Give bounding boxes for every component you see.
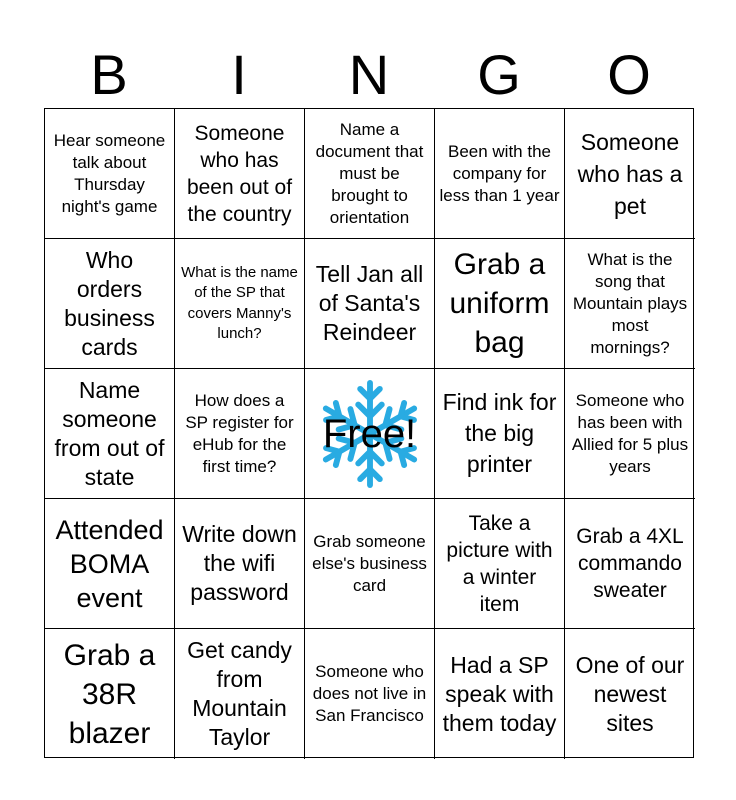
bingo-cell[interactable] — [45, 369, 175, 499]
bingo-cell[interactable] — [305, 239, 435, 369]
cell-text: Grab a 4XL commando sweater — [576, 525, 684, 602]
bingo-cell[interactable] — [175, 369, 305, 499]
cell-text: Attended BOMA event — [55, 514, 164, 613]
cell-text: One of our newest sites — [575, 651, 685, 736]
header-letter-b: B — [90, 43, 128, 106]
cell-text: Write down the wifi password — [182, 521, 297, 605]
cell-text: What is the song that Mountain plays most mornings? — [572, 249, 688, 357]
bingo-cell[interactable] — [175, 239, 305, 369]
bingo-cell[interactable] — [45, 109, 175, 239]
header-letter-o: O — [607, 43, 651, 106]
bingo-cell[interactable] — [305, 109, 435, 239]
cell-text: Someone who has been with Allied for 5 plus years — [571, 390, 689, 476]
cell-text: Hear someone talk about Thursday night's game — [53, 130, 166, 216]
bingo-header — [44, 40, 694, 110]
bingo-cell[interactable] — [435, 369, 565, 499]
bingo-cell[interactable] — [175, 629, 305, 759]
bingo-cell[interactable] — [175, 499, 305, 629]
bingo-cell[interactable] — [565, 369, 695, 499]
bingo-cell[interactable] — [45, 239, 175, 369]
cell-text: Someone who has been out of the country — [186, 121, 293, 226]
header-letter-i: I — [231, 43, 247, 106]
bingo-cell[interactable] — [565, 629, 695, 759]
cell-text: Name someone from out of state — [54, 376, 165, 490]
cell-text: Grab someone else's business card — [312, 531, 427, 595]
cell-text: Grab a 38R blazer — [63, 638, 156, 750]
bingo-cell[interactable] — [565, 499, 695, 629]
bingo-cell[interactable] — [435, 239, 565, 369]
cell-text: Get candy from Mountain Taylor — [187, 637, 292, 750]
bingo-cell[interactable] — [435, 629, 565, 759]
bingo-cell[interactable] — [175, 109, 305, 239]
cell-text: How does a SP register for eHub for the first time? — [185, 390, 294, 476]
cell-text: Who orders business cards — [64, 246, 155, 360]
cell-text: Find ink for the big printer — [442, 389, 557, 477]
bingo-cell[interactable] — [435, 499, 565, 629]
cell-text: Take a picture with a winter item — [446, 511, 553, 616]
cell-text: What is the name of the SP that covers Manny's lunch? — [181, 263, 298, 342]
bingo-cell[interactable] — [45, 629, 175, 759]
cell-text: Grab a uniform bag — [449, 248, 550, 359]
bingo-cell[interactable] — [305, 499, 435, 629]
bingo-cell[interactable] — [305, 629, 435, 759]
cell-text: Someone who has a pet — [577, 128, 683, 219]
header-letter-g: G — [477, 43, 521, 106]
bingo-cell[interactable] — [435, 109, 565, 239]
free-space-label: Free! — [322, 411, 417, 456]
bingo-card — [44, 108, 694, 758]
bingo-cell[interactable] — [45, 499, 175, 629]
free-space[interactable] — [305, 369, 435, 499]
bingo-cell[interactable] — [565, 239, 695, 369]
cell-text: Someone who does not live in San Francisco — [312, 662, 427, 725]
cell-text: Name a document that must be brought to orientation — [315, 119, 424, 227]
cell-text: Had a SP speak with them today — [442, 651, 557, 736]
header-letter-n: N — [348, 43, 390, 106]
cell-text: Tell Jan all of Santa's Reindeer — [315, 261, 424, 345]
bingo-cell[interactable] — [565, 109, 695, 239]
cell-text: Been with the company for less than 1 year — [439, 141, 560, 205]
